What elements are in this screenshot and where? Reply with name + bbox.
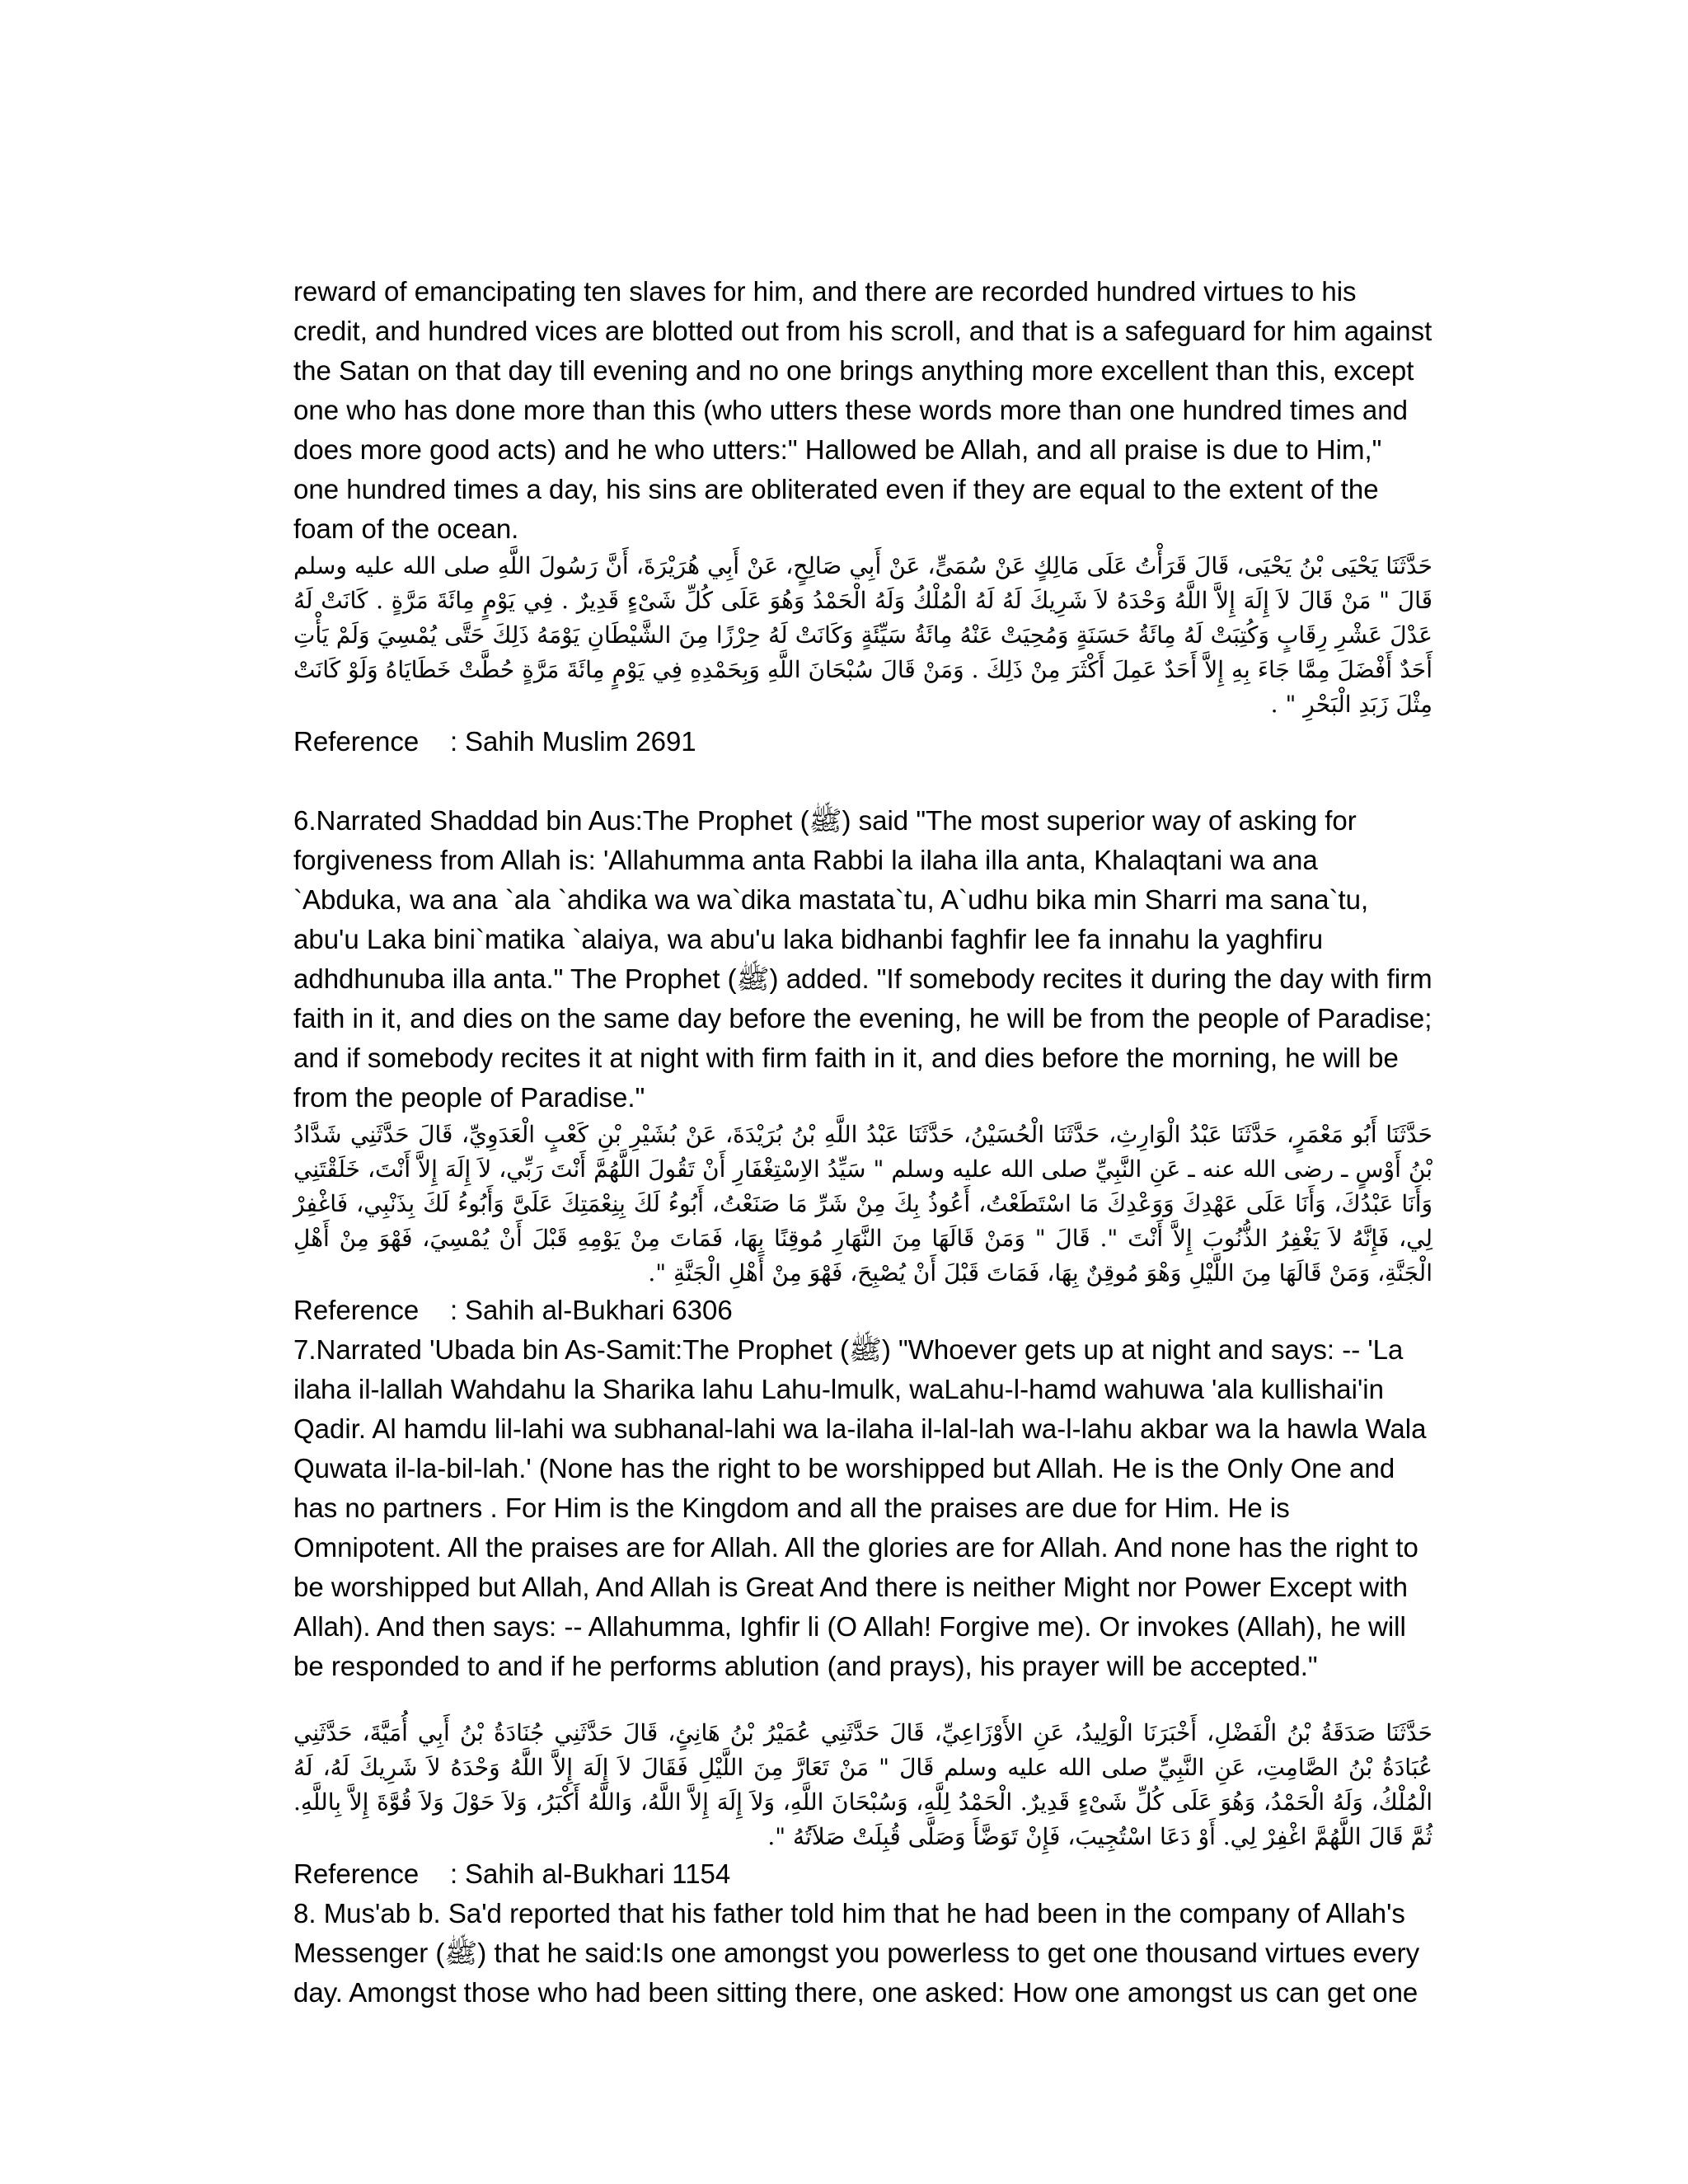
hadith-english-text: 7.Narrated 'Ubada bin As-Samit:The Prophet (ﷺ) "Whoever gets up at night and says: -- 'La ilaha il-lallah Wahdahu la Sharika lahu Lahu-lmulk, waLahu-l-hamd wahuwa 'ala kullishai'in Qadir. Al hamdu lil-lahi wa subhanal-lahi wa la-ilaha il-lal-lah wa-l-lahu akbar wa la hawla Wala Quwata il-la-bil-lah.' (None has the right to be worshipped but Allah. He is the Only One and has no partners . For Him is the Kingdom and all the praises are due for Him. He is Omnipotent. All the praises are for Allah. All the glories are for Allah. And none has the right to be worshipped but Allah, And Allah is Great And there is neither Might nor Power Except with Allah). And then says: -- Allahumma, Ighfir li (O Allah! Forgive me). Or invokes (Allah), he will be responded to and if he performs ablution (and prays), his prayer will be accepted." [293, 1334, 1427, 1681]
hadith-reference [293, 1854, 1432, 1894]
reference-colon: : [450, 726, 458, 757]
hadith-english-text: 6.Narrated Shaddad bin Aus:The Prophet (ﷺ) said "The most superior way of asking for forgiveness from Allah is: 'Allahumma anta Rabbi la ilaha illa anta, Khalaqtani wa ana `Abduka, wa ana `ala `ahdika wa wa`dika mastata`tu, A`udhu bika min Sharri ma sana`tu, abu'u Laka bini`matika `alaiya, wa abu'u laka bidhanbi faghfir lee fa innahu la yaghfiru adhdhunuba illa anta." The Prophet (ﷺ) added. "If somebody recites it during the day with firm faith in it, and dies on the same day before the evening, he will be from the people of Paradise; and if somebody recites it at night with firm faith in it, and dies before the morning, he will be from the people of Paradise." [293, 805, 1432, 1113]
hadith-arabic-text: حَدَّثَنَا صَدَقَةُ بْنُ الْفَضْلِ، أَخْبَرَنَا الْوَلِيدُ، عَنِ الأَوْزَاعِيِّ، قَالَ حَدَّثَنِي عُمَيْرُ بْنُ هَانِئٍ، قَالَ حَدَّثَنِي جُنَادَةُ بْنُ أَبِي أُمَيَّةَ، حَدَّثَنِي عُبَادَةُ بْنُ الصَّامِتِ، عَنِ النَّبِيِّ صلى الله عليه وسلم قَالَ " مَنْ تَعَارَّ مِنَ اللَّيْلِ فَقَالَ لاَ إِلَهَ إِلاَّ اللَّهُ وَحْدَهُ لاَ شَرِيكَ لَهُ، لَهُ الْمُلْكُ، وَلَهُ الْحَمْدُ، وَهُوَ عَلَى كُلِّ شَىْءٍ قَدِيرٌ‏.‏ الْحَمْدُ لِلَّهِ، وَسُبْحَانَ اللَّهِ، وَلاَ إِلَهَ إِلاَّ اللَّهُ، وَاللَّهُ أَكْبَرُ، وَلاَ حَوْلَ وَلاَ قُوَّةَ إِلاَّ بِاللَّهِ‏.‏ ثُمَّ قَالَ اللَّهُمَّ اغْفِرْ لِي‏.‏ أَوْ دَعَا اسْتُجِيبَ، فَإِنْ تَوَضَّأَ وَصَلَّى قُبِلَتْ صَلاَتُهُ ". [293, 1719, 1432, 1850]
hadith-english-text: 8. Mus'ab b. Sa'd reported that his father told him that he had been in the company of Allah's Messenger (ﷺ) that he said:Is one amongst you powerless to get one thousand virtues every day. Amongst those who had been sitting there, one asked: How one amongst us can get one [293, 1898, 1420, 2008]
document-page [293, 272, 1432, 2013]
reference-value: Sahih Muslim 2691 [465, 726, 696, 757]
reference-value: Sahih al-Bukhari 6306 [465, 1295, 733, 1325]
reference-label: Reference [293, 726, 420, 757]
reference-value: Sahih al-Bukhari 1154 [465, 1858, 731, 1889]
hadith-arabic-text: حَدَّثَنَا يَحْيَى بْنُ يَحْيَى، قَالَ قَرَأْتُ عَلَى مَالِكٍ عَنْ سُمَىٍّ، عَنْ أَبِي صَالِحٍ، عَنْ أَبِي هُرَيْرَةَ، أَنَّ رَسُولَ اللَّهِ صلى الله عليه وسلم قَالَ " مَنْ قَالَ لاَ إِلَهَ إِلاَّ اللَّهُ وَحْدَهُ لاَ شَرِيكَ لَهُ لَهُ الْمُلْكُ وَلَهُ الْحَمْدُ وَهُوَ عَلَى كُلِّ شَىْءٍ قَدِيرٌ ‏.‏ فِي يَوْمٍ مِائَةَ مَرَّةٍ ‏.‏ كَانَتْ لَهُ عَدْلَ عَشْرِ رِقَابٍ وَكُتِبَتْ لَهُ مِائَةُ حَسَنَةٍ وَمُحِيَتْ عَنْهُ مِائَةُ سَيِّئَةٍ وَكَانَتْ لَهُ حِرْزًا مِنَ الشَّيْطَانِ يَوْمَهُ ذَلِكَ حَتَّى يُمْسِيَ وَلَمْ يَأْتِ أَحَدٌ أَفْضَلَ مِمَّا جَاءَ بِهِ إِلاَّ أَحَدٌ عَمِلَ أَكْثَرَ مِنْ ذَلِكَ ‏.‏ وَمَنْ قَالَ سُبْحَانَ اللَّهِ وَبِحَمْدِهِ فِي يَوْمٍ مِائَةَ مَرَّةٍ حُطَّتْ خَطَايَاهُ وَلَوْ كَانَتْ مِثْلَ زَبَدِ الْبَحْرِ " ‏.‏ [293, 552, 1432, 718]
reference-colon: : [450, 1295, 458, 1325]
hadith-reference [293, 722, 1432, 762]
paragraph-spacer [293, 762, 1432, 801]
reference-label: Reference [293, 1858, 420, 1889]
hadith-arabic-text: حَدَّثَنَا أَبُو مَعْمَرٍ، حَدَّثَنَا عَبْدُ الْوَارِثِ، حَدَّثَنَا الْحُسَيْنُ، حَدَّثَنَا عَبْدُ اللَّهِ بْنُ بُرَيْدَةَ، عَنْ بُشَيْرِ بْنِ كَعْبٍ الْعَدَوِيِّ، قَالَ حَدَّثَنِي شَدَّادُ بْنُ أَوْسٍ ـ رضى الله عنه ـ عَنِ النَّبِيِّ صلى الله عليه وسلم " سَيِّدُ الاِسْتِغْفَارِ أَنْ تَقُولَ اللَّهُمَّ أَنْتَ رَبِّي، لاَ إِلَهَ إِلاَّ أَنْتَ، خَلَقْتَنِي وَأَنَا عَبْدُكَ، وَأَنَا عَلَى عَهْدِكَ وَوَعْدِكَ مَا اسْتَطَعْتُ، أَعُوذُ بِكَ مِنْ شَرِّ مَا صَنَعْتُ، أَبُوءُ لَكَ بِنِعْمَتِكَ عَلَىَّ وَأَبُوءُ لَكَ بِذَنْبِي، فَاغْفِرْ لِي، فَإِنَّهُ لاَ يَغْفِرُ الذُّنُوبَ إِلاَّ أَنْتَ ". قَالَ " وَمَنْ قَالَهَا مِنَ النَّهَارِ مُوقِنًا بِهَا، فَمَاتَ مِنْ يَوْمِهِ قَبْلَ أَنْ يُمْسِيَ، فَهْوَ مِنْ أَهْلِ الْجَنَّةِ، وَمَنْ قَالَهَا مِنَ اللَّيْلِ وَهْوَ مُوقِنٌ بِهَا، فَمَاتَ قَبْلَ أَنْ يُصْبِحَ، فَهْوَ مِنْ أَهْلِ الْجَنَّةِ ". [293, 1121, 1433, 1286]
hadith-reference [293, 1291, 1432, 1330]
hadith-english-text: reward of emancipating ten slaves for him, and there are recorded hundred virtues to his credit, and hundred vices are blotted out from his scroll, and that is a safeguard for him against the Satan on that day till evening and no one brings anything more excellent than this, except one who has done more than this (who utters these words more than one hundred times and does more good acts) and he who utters:" Hallowed be Allah, and all praise is due to Him," one hundred times a day, his sins are obliterated even if they are equal to the extent of the foam of the ocean. [293, 276, 1432, 544]
reference-label: Reference [293, 1295, 420, 1325]
paragraph-spacer [293, 1686, 1432, 1716]
reference-colon: : [450, 1858, 458, 1889]
